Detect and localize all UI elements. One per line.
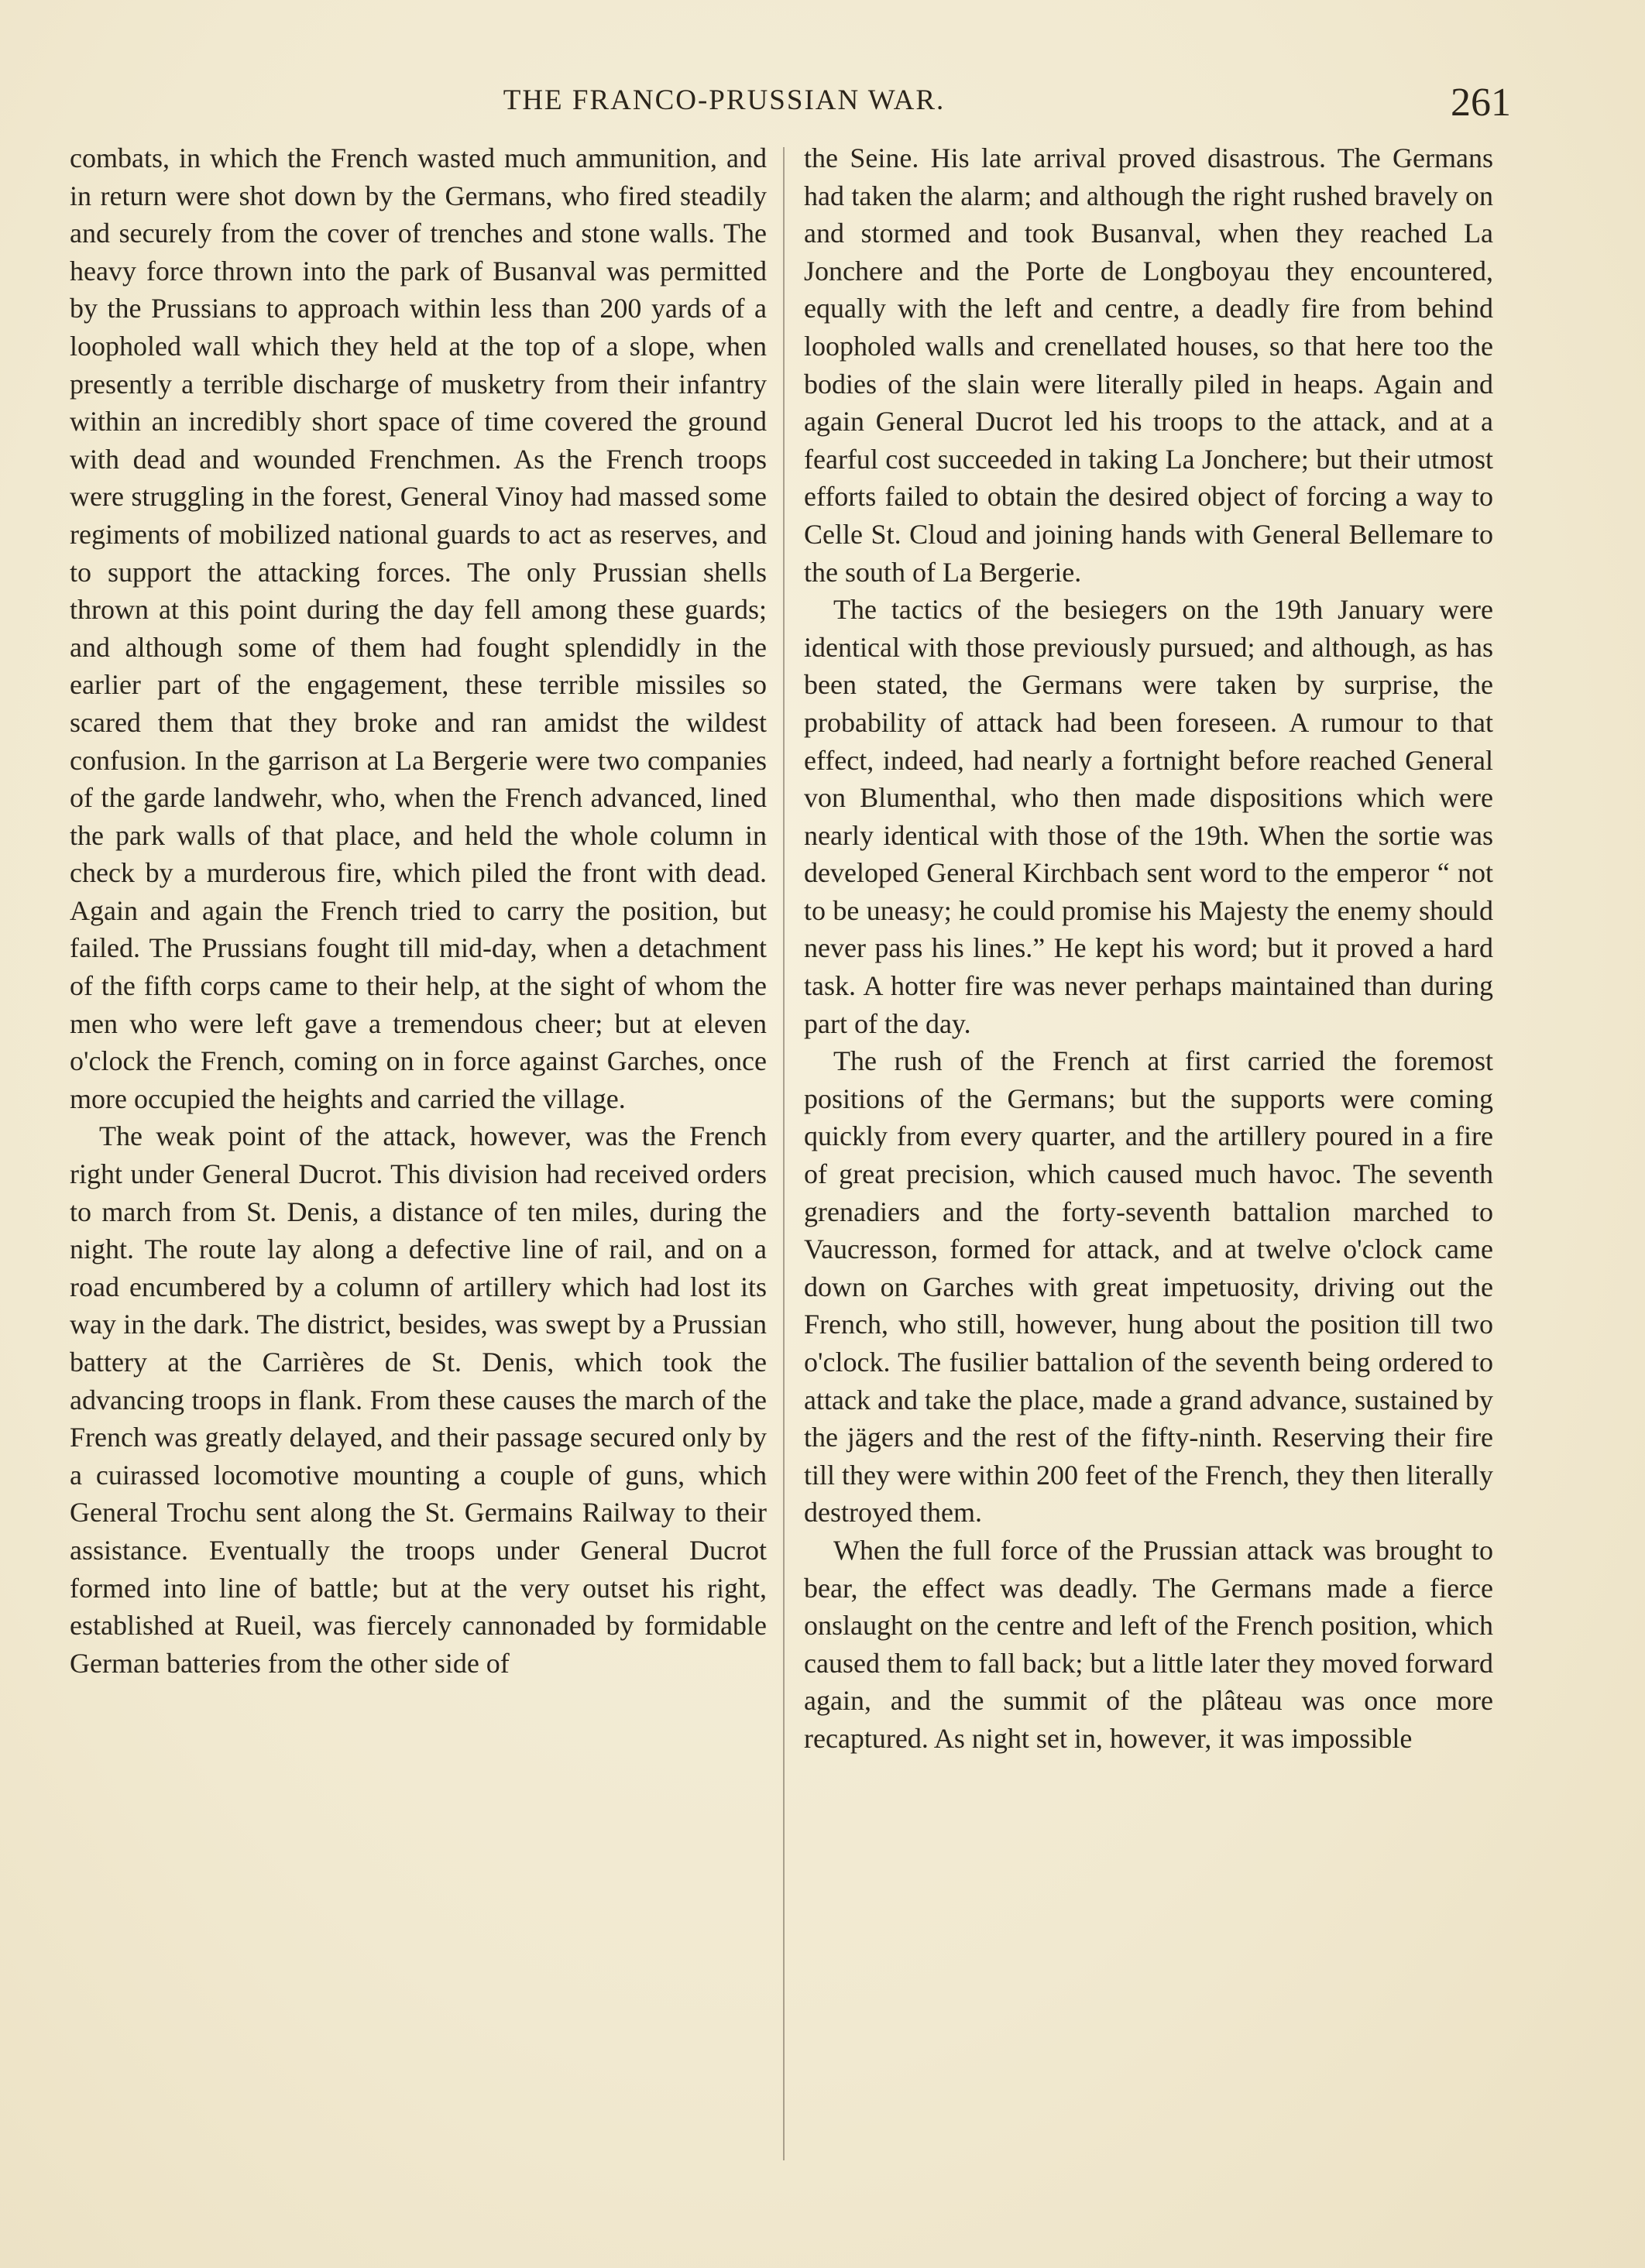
column-divider xyxy=(783,147,785,2160)
paragraph: the Seine. His late arrival proved disastrous. The Germans had taken the alarm; and although the right rushed bravely on and stormed and took Busanval, when they reached La Jonchere and the Porte de Longboyau they encountered, equally with the left and centre, a deadly fire from behind loopholed walls and crenellated houses, so that here too the bodies of the slain were literally piled in heaps. Again and again General Ducrot led his troops to the attack, and at a fearful cost succeeded in taking La Jonchere; but their utmost efforts failed to obtain the desired object of forcing a way to Celle St. Cloud and joining hands with General Bellemare to the south of La Bergerie. xyxy=(804,142,1493,588)
running-title: THE FRANCO-PRUSSIAN WAR. xyxy=(503,84,946,116)
paragraph: The rush of the French at first carried the foremost positions of the Germans; but the supports were coming quickly from every quarter, and the artillery poured in a fire of great precision, which caused much havoc. The seventh grenadiers and the forty-seventh battalion marched to Vaucresson, formed for attack, and at twelve o'clock came down on Garches with great impetuosity, driving out the French, who still, however, hung about the position till two o'clock. The fusilier battalion of the seventh being ordered to attack and take the place, made a grand advance, sustained by the jägers and the rest of the fifty-ninth. Reserving their fire till they were within 200 feet of the French, they then literally destroyed them. xyxy=(804,1045,1493,1529)
paragraph: combats, in which the French wasted much ammunition, and in return were shot down by the Germans, who fired steadily and securely from the cover of trenches and stone walls. The heavy force thrown into the park of Busanval was permitted by the Prussians to approach within less than 200 yards of a loopholed wall which they held at the top of a slope, when presently a terrible discharge of musketry from their infantry within an incredibly short space of time covered the ground with dead and wounded Frenchmen. As the French troops were struggling in the forest, General Vinoy had massed some regiments of mobilized national guards to act as reserves, and to support the attacking forces. The only Prussian shells thrown at this point during the day fell among these guards; and although some of them had fought splendidly in the earlier part of the engagement, these terrible missiles so scared them that they broke and ran amidst the wildest confusion. In the garrison at La Bergerie were two companies of the garde landwehr, who, when the French advanced, lined the park walls of that place, and held the whole column in check by a murderous fire, which piled the front with dead. Again and again the French tried to carry the position, but failed. The Prussians fought till mid-day, when a detachment of the fifth corps came to their help, at the sight of whom the men who were left gave a tremendous cheer; but at eleven o'clock the French, coming on in force against Garches, once more occupied the heights and carried the village. xyxy=(70,142,767,1114)
paragraph: The weak point of the attack, however, was the French right under General Ducrot. This division had received orders to march from St. Denis, a distance of ten miles, during the night. The route lay along a defective line of rail, and on a road encumbered by a column of artillery which had lost its way in the dark. The district, besides, was swept by a Prussian battery at the Carrières de St. Denis, which took the advancing troops in flank. From these causes the march of the French was greatly delayed, and their passage secured only by a cuirassed locomotive mounting a couple of guns, which General Trochu sent along the St. Germains Railway to their assistance. Eventually the troops under General Ducrot formed into line of battle; but at the very outset his right, established at Rueil, was fiercely cannonaded by formidable German batteries from the other side of xyxy=(70,1120,767,1679)
page-number: 261 xyxy=(1451,81,1511,125)
left-column xyxy=(70,139,767,1682)
paragraph: The tactics of the besiegers on the 19th January were identical with those previously pursued; and although, as has been stated, the Germans were taken by surprise, the probability of attack had been foreseen. A rumour to that effect, indeed, had nearly a fortnight before reached General von Blumenthal, who then made dispositions which were nearly identical with those of the 19th. When the sortie was developed General Kirchbach sent word to the emperor “ not to be uneasy; he could promise his Majesty the enemy should never pass his lines.” He kept his word; but it proved a hard task. A hotter fire was never perhaps maintained than during part of the day. xyxy=(804,594,1493,1039)
right-column xyxy=(804,139,1493,1758)
paragraph: When the full force of the Prussian attack was brought to bear, the effect was deadly. The Germans made a fierce onslaught on the centre and left of the French position, which caused them to fall back; but a little later they moved forward again, and the summit of the plâteau was once more recaptured. As night set in, however, it was impossible xyxy=(804,1534,1493,1754)
